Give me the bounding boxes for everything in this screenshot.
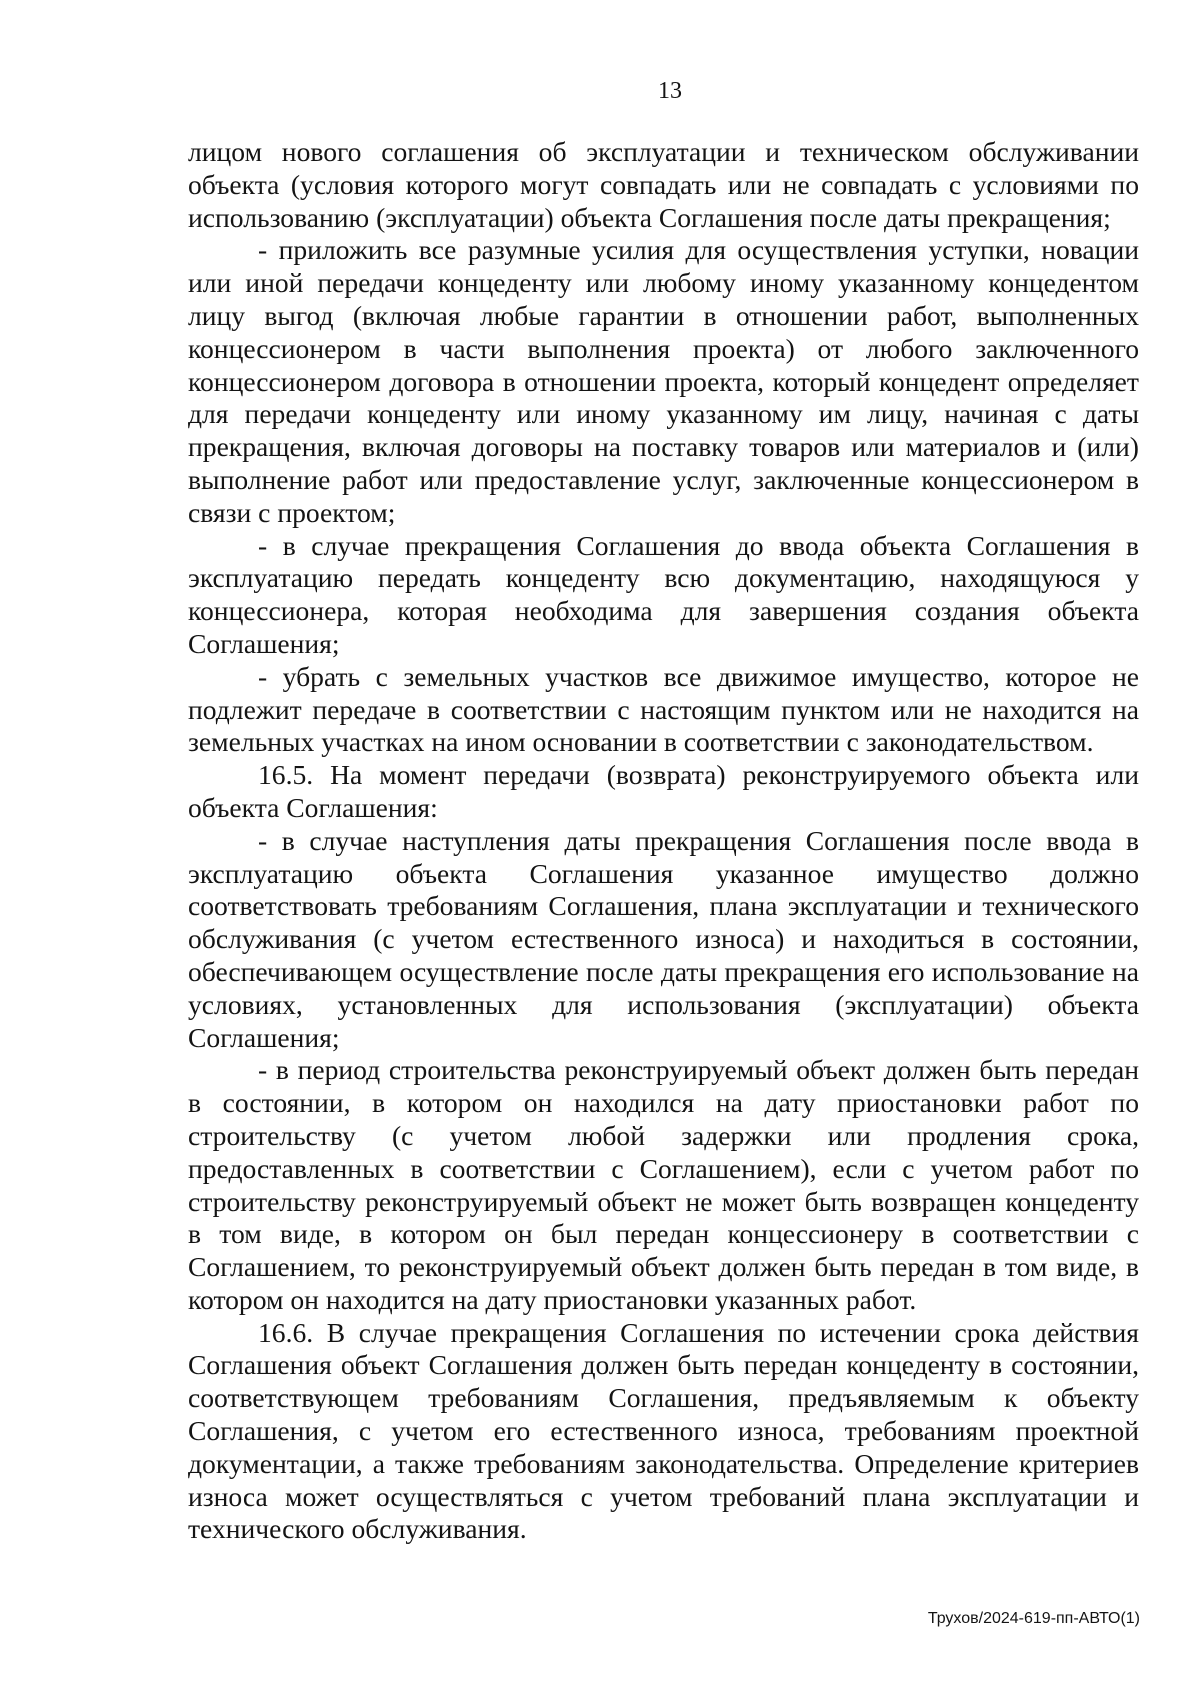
clause-16-5: 16.5. На момент передачи (возврата) реконструируемого объекта или объекта Соглашения: (188, 759, 1139, 823)
paragraph-transfer-documentation: - в случае прекращения Соглашения до ввода объекта Соглашения в эксплуатацию передать концеденту всю документацию, находящуюся у концессионера, которая необходима для завершения создания объекта Соглашения; (188, 529, 1139, 659)
paragraph-remove-movable-property: - убрать с земельных участков все движимое имущество, которое не подлежит передаче в соответствии с настоящим пунктом или не находится на земельных участках на ином основании в соответствии с законодательством. (188, 660, 1139, 758)
clause-16-6: 16.6. В случае прекращения Соглашения по истечении срока действия Соглашения объект Соглашения должен быть передан концеденту в состоянии, соответствующем требованиям Соглашения, предъявляемым к объекту Соглашения, с учетом его естественного износа, требованиям проектной документации, а также требованиям законодательства. Определение критериев износа может осуществляться с учетом требований плана эксплуатации и технического обслуживания. (188, 1316, 1139, 1545)
document-footer-code: Трухов/2024-619-пп-АВТО(1) (927, 1610, 1140, 1627)
paragraph-assignment-of-benefits: - приложить все разумные усилия для осуществления уступки, новации или иной передачи концеденту или любому иному указанному концедентом лицу выгод (включая любые гарантии в отношении работ, выполненных концессионером в части выполнения проекта) от любого заключенного концессионером договора в отношении проекта, который концедент определяет для передачи концеденту или иному указанному им лицу, начиная с даты прекращения, включая договоры на поставку товаров или материалов и (или) выполнение работ или предоставление услуг, заключенные концессионером в связи с проектом; (188, 234, 1139, 528)
page-number: 13 (658, 78, 682, 104)
document-body (188, 136, 1139, 1546)
paragraph-after-commissioning: - в случае наступления даты прекращения Соглашения после ввода в эксплуатацию объекта Соглашения указанное имущество должно соответствовать требованиям Соглашения, плана эксплуатации и технического обслуживания (с учетом естественного износа) и находиться в состоянии, обеспечивающем осуществление после даты прекращения его использование на условиях, установленных для использования (эксплуатации) объекта Соглашения; (188, 824, 1139, 1053)
paragraph-construction-period: - в период строительства реконструируемый объект должен быть передан в состоянии, в котором он находился на дату приостановки работ по строительству (с учетом любой задержки или продления срока, предоставленных в соответствии с Соглашением), если с учетом работ по строительству реконструируемый объект не может быть возвращен концеденту в том виде, в котором он был передан концессионеру в соответствии с Соглашением, то реконструируемый объект должен быть передан в том виде, в котором он находится на дату приостановки указанных работ. (188, 1054, 1139, 1315)
paragraph-continuation: лицом нового соглашения об эксплуатации и техническом обслуживании объекта (условия которого могут совпадать или не совпадать с условиями по использованию (эксплуатации) объекта Соглашения после даты прекращения; (188, 136, 1139, 233)
